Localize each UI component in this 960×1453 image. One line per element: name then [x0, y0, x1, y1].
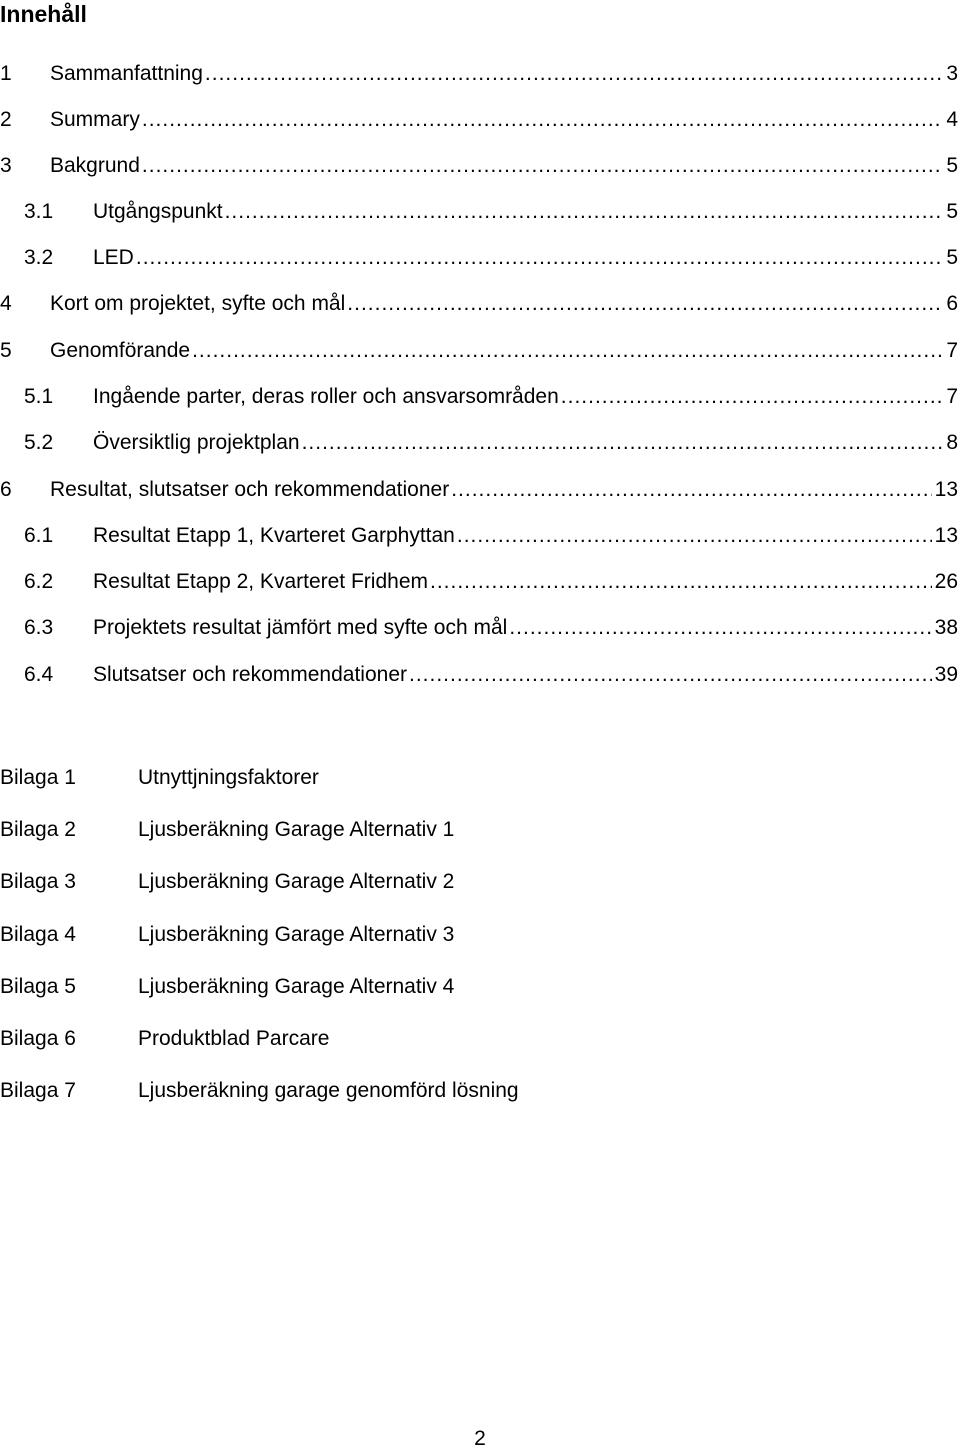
toc-entry-number: 3 [0, 154, 12, 177]
toc-dot-leader [302, 429, 944, 457]
toc-entry-number: 6.1 [24, 524, 54, 547]
toc-entry-title: Ingående parter, deras roller och ansvarsområden [93, 385, 559, 408]
toc-entry-page: 13 [934, 524, 958, 547]
toc-entry-title: LED [93, 246, 134, 269]
toc-entry[interactable] [0, 290, 960, 318]
appendix-item [0, 815, 454, 845]
toc-dot-leader [509, 614, 931, 642]
toc-entry-page: 26 [934, 570, 958, 593]
toc-dot-leader [136, 244, 943, 272]
toc-entry-page: 3 [946, 62, 958, 85]
toc-entry[interactable] [0, 614, 960, 642]
toc-entry-title: Genomförande [50, 339, 191, 362]
toc-dot-leader [142, 152, 943, 180]
toc-entry-page: 6 [946, 292, 958, 315]
appendix-title: Utnyttjningsfaktorer [138, 766, 319, 789]
toc-entry-page: 5 [946, 200, 958, 223]
toc-entry-page: 7 [946, 385, 958, 408]
toc-entry-page: 39 [934, 663, 958, 686]
toc-entry[interactable] [0, 337, 960, 365]
toc-dot-leader [142, 106, 943, 134]
appendix-title: Ljusberäkning Garage Alternativ 3 [138, 923, 455, 946]
toc-entry[interactable] [0, 522, 960, 550]
toc-entry[interactable] [0, 60, 960, 88]
toc-entry-title: Översiktlig projektplan [93, 431, 300, 454]
appendix-label: Bilaga 7 [0, 1079, 76, 1102]
appendix-label: Bilaga 4 [0, 923, 76, 946]
appendix-label: Bilaga 3 [0, 870, 76, 893]
toc-dot-leader [205, 60, 943, 88]
page-number: 2 [474, 1427, 486, 1450]
appendix-label: Bilaga 5 [0, 975, 76, 998]
appendix-item [0, 763, 319, 793]
toc-entry[interactable] [0, 383, 960, 411]
appendix-label: Bilaga 6 [0, 1027, 76, 1050]
toc-entry[interactable] [0, 429, 960, 457]
toc-entry-title: Projektets resultat jämfört med syfte och mål [93, 616, 508, 639]
toc-entry-page: 5 [946, 154, 958, 177]
toc-dot-leader [430, 568, 932, 596]
toc-entry-title: Resultat Etapp 2, Kvarteret Fridhem [93, 570, 428, 593]
toc-dot-leader [192, 337, 943, 365]
toc-entry-page: 8 [946, 431, 958, 454]
appendix-title: Ljusberäkning Garage Alternativ 4 [138, 975, 455, 998]
toc-dot-leader [561, 383, 944, 411]
toc-entry-page: 7 [946, 339, 958, 362]
toc-entry-number: 6 [0, 478, 12, 501]
toc-entry-title: Sammanfattning [50, 62, 203, 85]
appendix-item [0, 1024, 329, 1054]
toc-entry[interactable] [0, 152, 960, 180]
toc-entry-page: 13 [934, 478, 958, 501]
toc-entry-number: 6.2 [24, 570, 54, 593]
toc-entry[interactable] [0, 476, 960, 504]
toc-entry-page: 38 [934, 616, 958, 639]
toc-entry[interactable] [0, 106, 960, 134]
toc-entry-number: 3.1 [24, 200, 54, 223]
toc-entry-title: Summary [50, 108, 140, 131]
toc-entry[interactable] [0, 661, 960, 689]
toc-dot-leader [347, 290, 943, 318]
toc-dot-leader [451, 476, 931, 504]
toc-entry-number: 3.2 [24, 246, 54, 269]
toc-dot-leader [457, 522, 932, 550]
toc-entry-title: Slutsatser och rekommendationer [93, 663, 407, 686]
toc-dot-leader [225, 198, 944, 226]
toc-entry-title: Resultat Etapp 1, Kvarteret Garphyttan [93, 524, 455, 547]
toc-entry[interactable] [0, 568, 960, 596]
toc-entry-number: 5.2 [24, 431, 54, 454]
toc-entry-number: 5.1 [24, 385, 54, 408]
toc-entry[interactable] [0, 198, 960, 226]
appendix-item [0, 920, 454, 950]
toc-entry-number: 6.3 [24, 616, 54, 639]
appendix-item [0, 1076, 519, 1106]
toc-heading: Innehåll [0, 1, 87, 27]
appendix-label: Bilaga 2 [0, 818, 76, 841]
appendix-title: Ljusberäkning Garage Alternativ 1 [138, 818, 455, 841]
appendix-item [0, 972, 454, 1002]
toc-entry-title: Bakgrund [50, 154, 140, 177]
toc-entry-number: 5 [0, 339, 12, 362]
toc-entry[interactable] [0, 244, 960, 272]
toc-entry-title: Utgångspunkt [93, 200, 223, 223]
toc-entry-page: 4 [946, 108, 958, 131]
toc-entry-title: Kort om projektet, syfte och mål [50, 292, 346, 315]
toc-entry-page: 5 [946, 246, 958, 269]
appendix-title: Produktblad Parcare [138, 1027, 330, 1050]
toc-entry-number: 2 [0, 108, 12, 131]
appendix-title: Ljusberäkning garage genomförd lösning [138, 1079, 519, 1102]
appendix-title: Ljusberäkning Garage Alternativ 2 [138, 870, 455, 893]
toc-entry-title: Resultat, slutsatser och rekommendationer [50, 478, 450, 501]
toc-entry-number: 1 [0, 62, 12, 85]
appendix-item [0, 867, 454, 897]
appendix-label: Bilaga 1 [0, 766, 76, 789]
toc-entry-number: 6.4 [24, 663, 54, 686]
toc-entry-number: 4 [0, 292, 12, 315]
toc-dot-leader [409, 661, 932, 689]
